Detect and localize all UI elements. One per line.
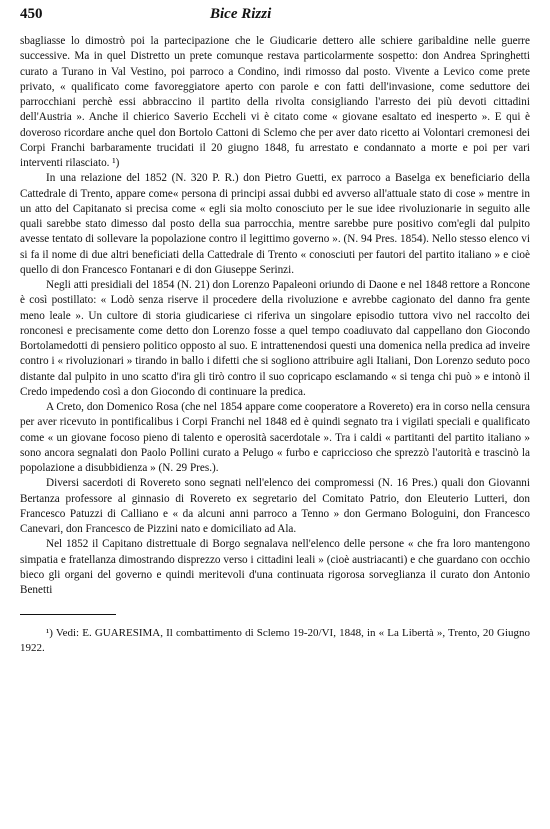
running-head: Bice Rizzi xyxy=(210,6,272,22)
paragraph-borgo: Nel 1852 il Capitano distrettuale di Borgo segnalava nell'elenco delle persone « che fra loro mantengono simpatia e fratellanza dimostrando disprezzo verso i cittadini leali » (cioè austriacanti) e che guardano con occhio bieco gli organi del governo e quindi meritevoli d'una continuata rigorosa sorveglianza il curato don Antonio Benetti xyxy=(20,538,530,596)
paragraph-guetti: In una relazione del 1852 (N. 320 P. R.) don Pietro Guetti, ex parroco a Baselga ex beneficiario della Cattedrale di Trento, appare come« persona di principi assai dubbi ed avverso all'attuale stato di cose » mentre in un atto del Capitanato si precisa come « egli sia molto conosciuto per le sue idee rivoluzionarie in seguito alle quali sarebbe stato dimesso dal posto della sua parrocchia, mentre sarebbe pure positivo com'egli dal pulpito avesse tentato di sollevare la popolazione contro il legittimo governo ». (N. 94 Pres. 1854). Nello stesso elenco vi si fa il nome di due altri beneficiati della Cattedrale di Trento « conosciuti per fautori del partito italiano » e cioè quello di don Francesco Fontanari e di don Giuseppe Serinzi. xyxy=(20,172,530,276)
body-text xyxy=(20,34,530,598)
page-number: 450 xyxy=(20,6,43,22)
paragraph-continuation: sbagliasse lo dimostrò poi la partecipazione che le Giudicarie dettero alle schiere garibaldine nelle guerre successive. Ma in quel Distretto un prete comunque restava particolarmente sospetto: don Andrea Springhetti curato a Turano in Val Vestino, poi parroco a Condino, indi rimosso dal posto. Vivente a Levico come prete privato, « qualificato come favoreggiatore aperto con parole e con fatti dell'invasione, come seduttore dei parrocchiani perchè essi abbraccino il partito della rivolta consigliando l'arresto dei più devoti cittadini dell'Austria ». Anche il chierico Saverio Eccheli vi è citato come « giovane esaltato ed inesperto ». E qui è doveroso ricordare anche quel don Bortolo Cattoni di Sclemo che per aver dato ricetto ai Volontari cremonesi dei Corpi Franchi barbaramente trucidati il 20 giugno 1848, fu arrestato e condannato a morte e poi per vari interventi rilasciato. ¹) xyxy=(20,35,530,169)
paragraph-rovereto: Diversi sacerdoti di Rovereto sono segnati nell'elenco dei compromessi (N. 16 Pres.) quali don Giovanni Bertanza professore al ginnasio di Rovereto ex segretario del Comitato Patrio, don Eleuterio Lutteri, don Francesco Patuzzi di Calliano e « da alcuni anni parroco a Tenno » don Germano Bologuini, don Francesco Canevari, don Francesco de Pizzini nato e domiciliato ad Ala. xyxy=(20,477,530,535)
footnote-divider xyxy=(20,614,116,615)
footnote: ¹) Vedi: E. GUARESIMA, Il combattimento di Sclemo 19-20/VI, 1848, in « La Libertà », Trento, 20 Giugno 1922. xyxy=(20,627,530,655)
page-header xyxy=(20,6,530,30)
paragraph-creto: A Creto, don Domenico Rosa (che nel 1854 appare come cooperatore a Rovereto) era in corso nella censura per aver ricevuto in pontificalibus i Corpi Franchi nel 1848 ed è quindi segnato tra i vigilati speciali e qualificato come « un giovane focoso pieno di talento e operosità sacerdotale ». Tra i caldi « partitanti del partito italiano » sono ancora segnalati don Paolo Pollini curato a Pelugo « furbo e capriccioso che sprezzò l'autorità e trascinò la popolazione a disubbidienza » (N. 29 Pres.). xyxy=(20,401,530,474)
paragraph-papaleoni: Negli atti presidiali del 1854 (N. 21) don Lorenzo Papaleoni oriundo di Daone e nel 1848 rettore a Roncone è così postillato: « Lodò senza riserve il procedere della rivoluzione e avrebbe cagionato del danno fra gente meno leale ». Un cultore di storia giudicariese ci riferiva un singolare episodio tuttora vivo nel raccolto dei ronconesi e precisamente come detto don Lorenzo fosse a quel tempo coadiuvato dal cappellano don Giocondo Bortolamedotti di pensiero politico opposto al suo. E intrattenendosi questi una domenica nella predica ad inveire contro i « rivoluzionari » tirando in ballo i difetti che si sogliono attribuire agli Italiani, Don Lorenzo seduto poco distante dal pulpito in uno scatto d'ira gli tirò contro il suo copricapo esclamando « si tenga chi può » e intonò il Credo impedendo così a don Giocondo di continuare la predica. xyxy=(20,279,530,398)
